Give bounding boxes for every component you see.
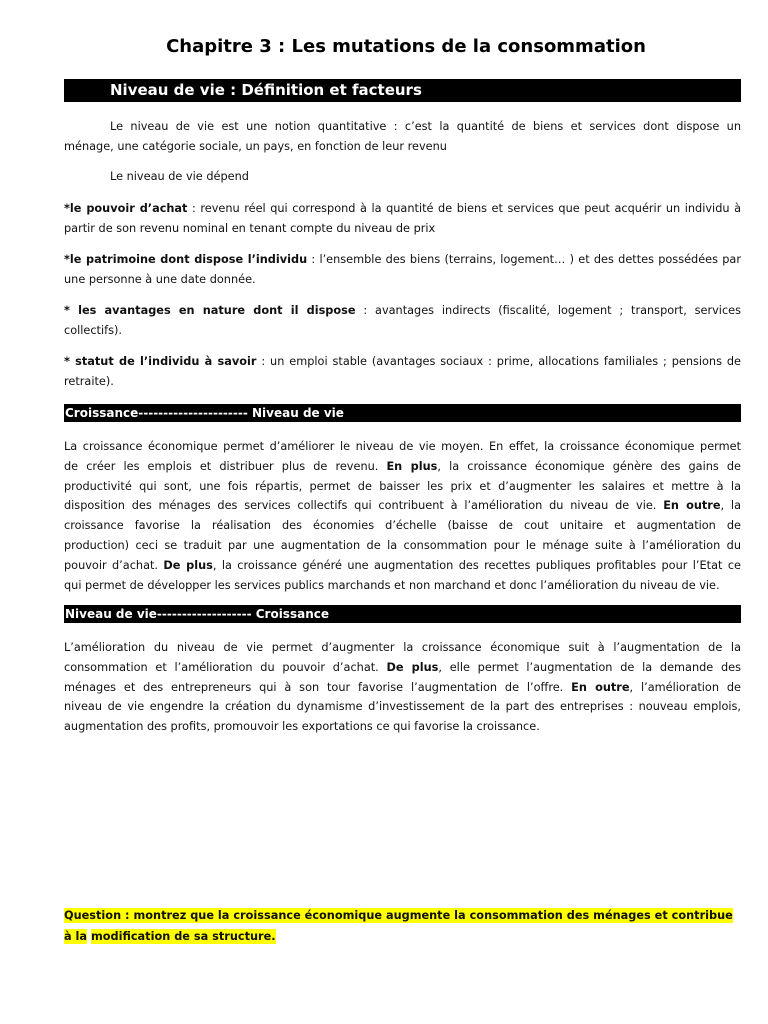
factor-patrimoine: *le patrimoine dont dispose l’individu : l’ensemble des biens (terrains, logement… ) et des dettes possédées par une personne à une date donnée. bbox=[64, 253, 741, 286]
section-heading-niveau-de-vie-croissance: Niveau de vie------------------- Croissance bbox=[64, 605, 741, 623]
croissance-paragraph: La croissance économique permet d’améliorer le niveau de vie moyen. En effet, la croissance économique permet de créer les emplois et distribuer plus de revenu. En plus, la croissance économique génère des gains de productivité qui sont, une fois répartis, permet de baisser les prix et d’augmenter les salaires et mettre à la disposition des ménages des services collectifs qui contribuent à l’amélioration du niveau de vie. En outre, la croissance favorise la réalisation des économies d’échelle (baisse de cout unitaire et augmentation de production) ceci se traduit par une augmentation de la consommation pour le ménage suite à l’amélioration du pouvoir d’achat. De plus, la croissance généré une augmentation des recettes publiques profitables pour l’Etat ce qui permet de développer les services publics marchands et non marchand et donc l’amélioration du niveau de vie. bbox=[64, 440, 742, 592]
question-highlight: Question : montrez que la croissance économique augmente la consommation des ménages et contribue à la modification de sa structure. bbox=[64, 909, 733, 943]
section-heading-niveau-de-vie: Niveau de vie : Définition et facteurs bbox=[64, 79, 741, 102]
depend-paragraph: Le niveau de vie dépend bbox=[110, 170, 249, 183]
intro-paragraph: Le niveau de vie est une notion quantitative : c’est la quantité de biens et services dont dispose un ménage, une catégorie sociale, un pays, en fonction de leur revenu bbox=[64, 120, 741, 153]
factor-statut-individu: * statut de l’individu à savoir : un emploi stable (avantages sociaux : prime, allocations familiales ; pensions de retraite). bbox=[64, 355, 741, 388]
factor-avantages-nature: * les avantages en nature dont il dispose : avantages indirects (fiscalité, logement ; transport, services collectifs). bbox=[64, 304, 741, 337]
section-heading-croissance-niveau-de-vie: Croissance---------------------- Niveau de vie bbox=[64, 404, 741, 422]
page-title: Chapitre 3 : Les mutations de la consommation bbox=[166, 36, 646, 57]
factor-pouvoir-achat: *le pouvoir d’achat : revenu réel qui correspond à la quantité de biens et services que peut acquérir un individu à partir de son revenu nominal en tenant compte du niveau de prix bbox=[64, 202, 741, 235]
niveau-vie-paragraph: L’amélioration du niveau de vie permet d’augmenter la croissance économique suit à l’augmentation de la consommation et l’amélioration du pouvoir d’achat. De plus, elle permet l’augmentation de la demande des ménages et des entrepreneurs qui à son tour favorise l’augmentation de l’offre. En outre, l’amélioration de niveau de vie engendre la création du dynamisme d’investissement de la part des entreprises : nouveau emplois, augmentation des profits, promouvoir les exportations ce qui favorise la croissance. bbox=[64, 641, 742, 734]
